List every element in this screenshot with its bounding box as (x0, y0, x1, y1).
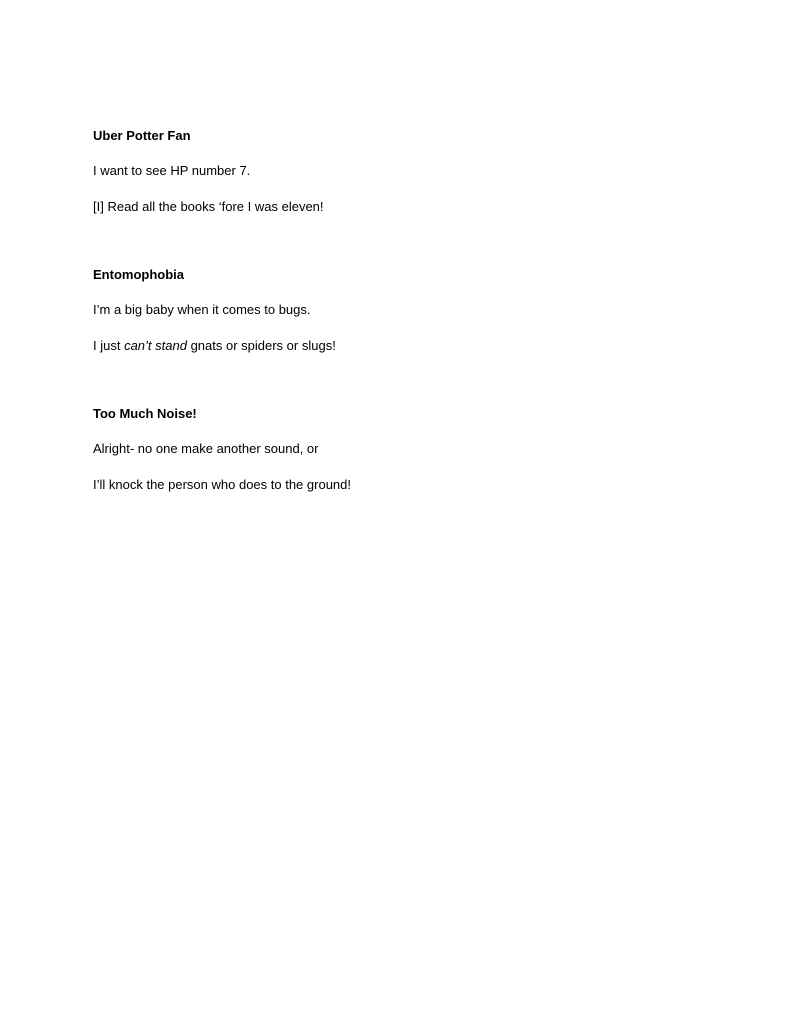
poem-line: I want to see HP number 7. (93, 163, 251, 178)
poem-line (93, 337, 336, 355)
poem-title: Uber Potter Fan (93, 128, 191, 143)
poem-line: I’ll knock the person who does to the ground! (93, 477, 351, 492)
poem-line: I’m a big baby when it comes to bugs. (93, 302, 311, 317)
poem-title: Entomophobia (93, 267, 184, 282)
poem-title: Too Much Noise! (93, 406, 197, 421)
poem-line-emphasis: can’t stand (124, 338, 187, 353)
poem-line: [I] Read all the books ‘fore I was eleven! (93, 199, 324, 214)
poem-line-segment: gnats or spiders or slugs! (186, 338, 336, 353)
poem-line: Alright- no one make another sound, or (93, 441, 319, 456)
poem-line-segment: I just (93, 338, 125, 353)
